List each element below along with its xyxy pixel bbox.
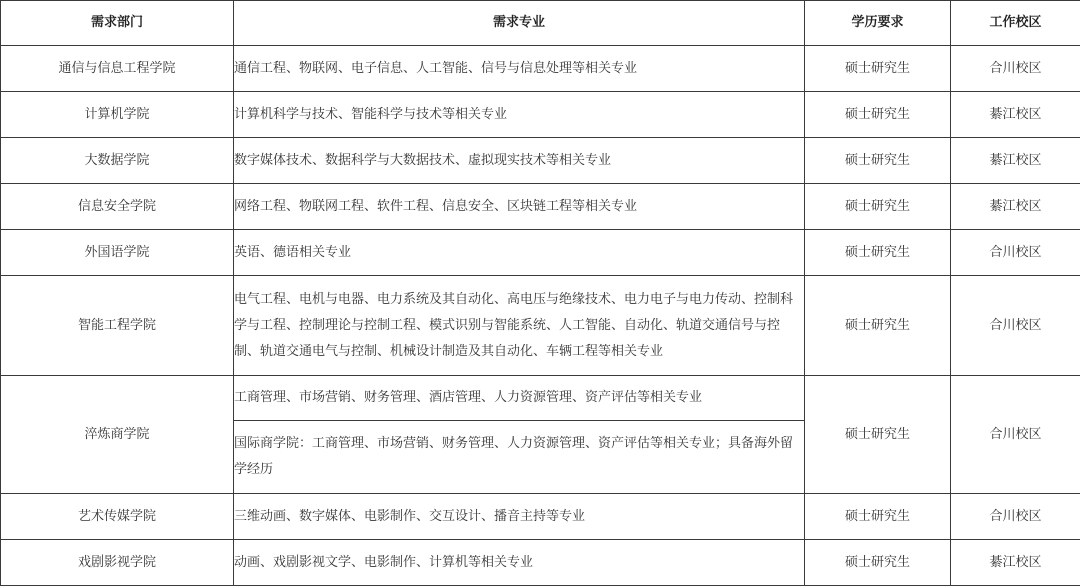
department-cell: 戏剧影视学院	[1, 540, 234, 586]
department-cell: 智能工程学院	[1, 276, 234, 376]
department-cell: 大数据学院	[1, 138, 234, 184]
table-row	[1, 376, 1080, 421]
table-row	[1, 276, 1080, 376]
table-row	[1, 138, 1080, 184]
table-row	[1, 46, 1080, 92]
table-row	[1, 92, 1080, 138]
campus-cell: 綦江校区	[951, 92, 1080, 138]
education-cell: 硕士研究生	[805, 494, 951, 540]
education-cell: 硕士研究生	[805, 46, 951, 92]
table-row	[1, 494, 1080, 540]
education-cell: 硕士研究生	[805, 376, 951, 494]
education-cell: 硕士研究生	[805, 92, 951, 138]
department-cell: 淬炼商学院	[1, 376, 234, 494]
table-row	[1, 184, 1080, 230]
major-cell: 动画、戏剧影视文学、电影制作、计算机等相关专业	[234, 540, 805, 586]
header-campus: 工作校区	[951, 1, 1080, 46]
campus-cell: 合川校区	[951, 46, 1080, 92]
table-row	[1, 540, 1080, 586]
major-cell: 计算机科学与技术、智能科学与技术等相关专业	[234, 92, 805, 138]
table-row	[1, 230, 1080, 276]
education-cell: 硕士研究生	[805, 230, 951, 276]
major-cell: 网络工程、物联网工程、软件工程、信息安全、区块链工程等相关专业	[234, 184, 805, 230]
campus-cell: 合川校区	[951, 376, 1080, 494]
education-cell: 硕士研究生	[805, 540, 951, 586]
education-cell: 硕士研究生	[805, 276, 951, 376]
department-cell: 信息安全学院	[1, 184, 234, 230]
campus-cell: 綦江校区	[951, 540, 1080, 586]
education-cell: 硕士研究生	[805, 184, 951, 230]
major-cell: 通信工程、物联网、电子信息、人工智能、信号与信息处理等相关专业	[234, 46, 805, 92]
major-cell-international: 国际商学院：工商管理、市场营销、财务管理、人力资源管理、资产评估等相关专业；具备海外留学经历	[234, 421, 805, 494]
department-cell: 计算机学院	[1, 92, 234, 138]
header-education: 学历要求	[805, 1, 951, 46]
header-row	[1, 1, 1080, 46]
campus-cell: 綦江校区	[951, 138, 1080, 184]
department-cell: 外国语学院	[1, 230, 234, 276]
major-cell: 三维动画、数字媒体、电影制作、交互设计、播音主持等专业	[234, 494, 805, 540]
major-cell: 电气工程、电机与电器、电力系统及其自动化、高电压与绝缘技术、电力电子与电力传动、控制科学与工程、控制理论与控制工程、模式识别与智能系统、人工智能、自动化、轨道交通信号与控制、轨道交通电气与控制、机械设计制造及其自动化、车辆工程等相关专业	[234, 276, 805, 376]
major-cell: 工商管理、市场营销、财务管理、酒店管理、人力资源管理、资产评估等相关专业	[234, 376, 805, 421]
campus-cell: 合川校区	[951, 276, 1080, 376]
campus-cell: 合川校区	[951, 494, 1080, 540]
major-cell: 数字媒体技术、数据科学与大数据技术、虚拟现实技术等相关专业	[234, 138, 805, 184]
department-cell: 艺术传媒学院	[1, 494, 234, 540]
department-cell: 通信与信息工程学院	[1, 46, 234, 92]
header-major: 需求专业	[234, 1, 805, 46]
campus-cell: 綦江校区	[951, 184, 1080, 230]
campus-cell: 合川校区	[951, 230, 1080, 276]
major-cell: 英语、德语相关专业	[234, 230, 805, 276]
education-cell: 硕士研究生	[805, 138, 951, 184]
header-department: 需求部门	[1, 1, 234, 46]
